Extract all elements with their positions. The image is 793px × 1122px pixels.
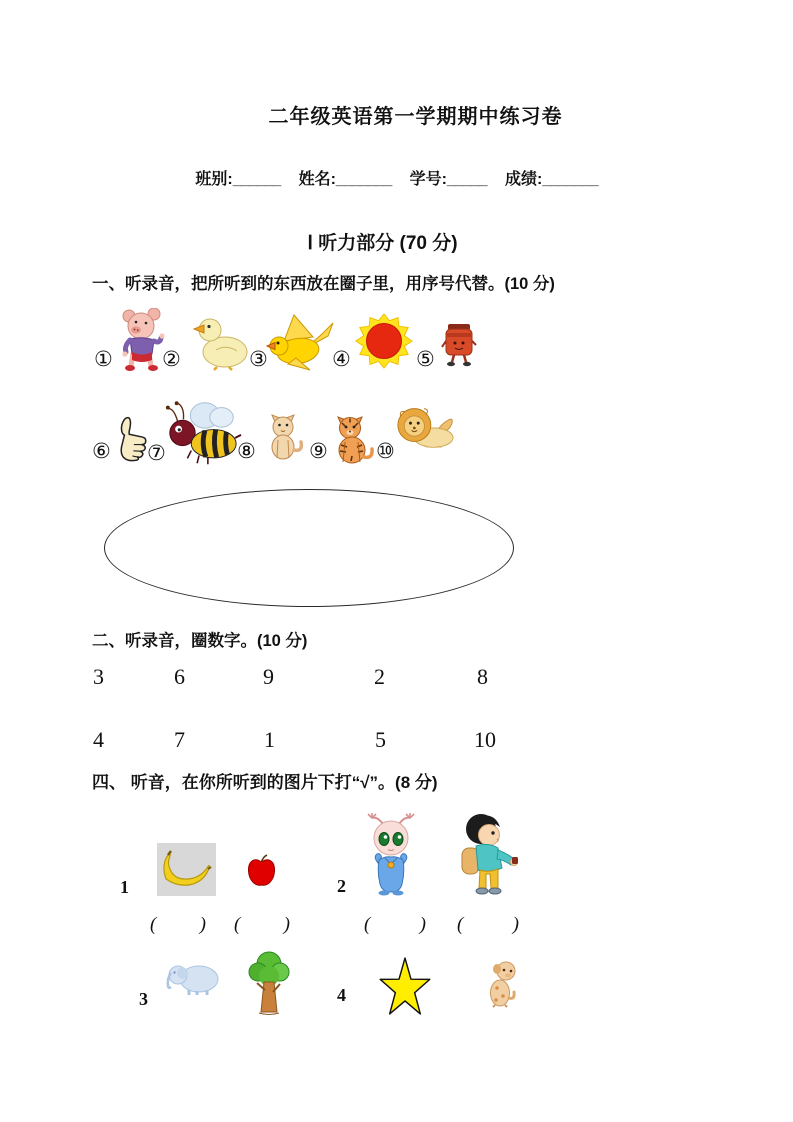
q2-number: 10 (474, 727, 496, 752)
apple-icon (246, 854, 277, 888)
circled-number-9: ⑨ (309, 439, 328, 463)
section-1-heading: Ⅰ 听力部分 (70 分) (307, 233, 458, 254)
circled-number-7: ⑦ (147, 441, 166, 465)
blank-line: _____ (447, 171, 487, 188)
can-icon (441, 323, 477, 367)
alien-icon (365, 811, 417, 896)
question-2-text: 二、听录音，圈数字。(10 分) (92, 632, 308, 650)
circled-number-6: ⑥ (92, 439, 111, 463)
student-info-line (0, 166, 793, 189)
circled-number-1: ① (94, 347, 113, 371)
circled-number-4: ④ (332, 347, 351, 371)
info-field-name: 姓名:_______ (298, 171, 392, 188)
answer-parentheses-3: ( ) (364, 914, 426, 935)
question-1-text: 一、听录音，把所听到的东西放在圈子里，用序号代替。(10 分) (92, 275, 555, 293)
thumbs-up-icon (115, 413, 149, 463)
puppy-icon (485, 960, 521, 1008)
banana-icon (157, 843, 216, 896)
q2-number: 3 (93, 664, 104, 689)
star-icon (378, 955, 432, 1019)
q2-number: 4 (93, 727, 104, 752)
group-label-1: 1 (120, 877, 129, 897)
sun-icon (355, 313, 413, 369)
cat-icon (265, 414, 305, 460)
pig-icon (116, 308, 168, 372)
q2-number: 7 (174, 727, 185, 752)
q2-number: 2 (374, 664, 385, 689)
duck-icon (192, 315, 250, 371)
blank-line: _______ (335, 171, 392, 188)
circled-number-8: ⑧ (237, 439, 256, 463)
bird-icon (266, 313, 334, 373)
tiger-icon (329, 415, 375, 465)
info-field-score: 成绩:_______ (504, 171, 598, 188)
q2-number: 1 (264, 727, 275, 752)
lion-icon (395, 404, 455, 450)
bee-icon (162, 399, 242, 465)
circled-number-10: ⑩ (376, 439, 395, 463)
answer-parentheses-2: ( ) (234, 914, 290, 935)
blank-line: ______ (232, 171, 281, 188)
group-label-2: 2 (337, 876, 346, 896)
answer-parentheses-4: ( ) (457, 914, 519, 935)
tree-icon (248, 950, 291, 1018)
info-field-class: 班别:______ (195, 171, 281, 188)
circled-number-5: ⑤ (416, 347, 435, 371)
group-label-3: 3 (139, 989, 148, 1009)
q2-number: 8 (477, 664, 488, 689)
circled-number-3: ③ (249, 347, 268, 371)
blank-line: _______ (542, 171, 598, 188)
group-label-4: 4 (337, 985, 346, 1005)
question-4-text: 四、 听音，在你所听到的图片下打“√”。(8 分) (92, 773, 438, 792)
circled-number-2: ② (162, 347, 181, 371)
page-title: 二年级英语第一学期期中练习卷 (268, 106, 563, 128)
answer-parentheses-1: ( ) (150, 914, 206, 935)
answer-ellipse (104, 489, 514, 607)
elephant-icon (165, 960, 222, 996)
q2-number: 6 (174, 664, 185, 689)
boy-icon (452, 812, 519, 897)
q2-number: 9 (263, 664, 274, 689)
q2-number: 5 (375, 727, 386, 752)
info-field-number: 学号:_____ (409, 171, 487, 188)
